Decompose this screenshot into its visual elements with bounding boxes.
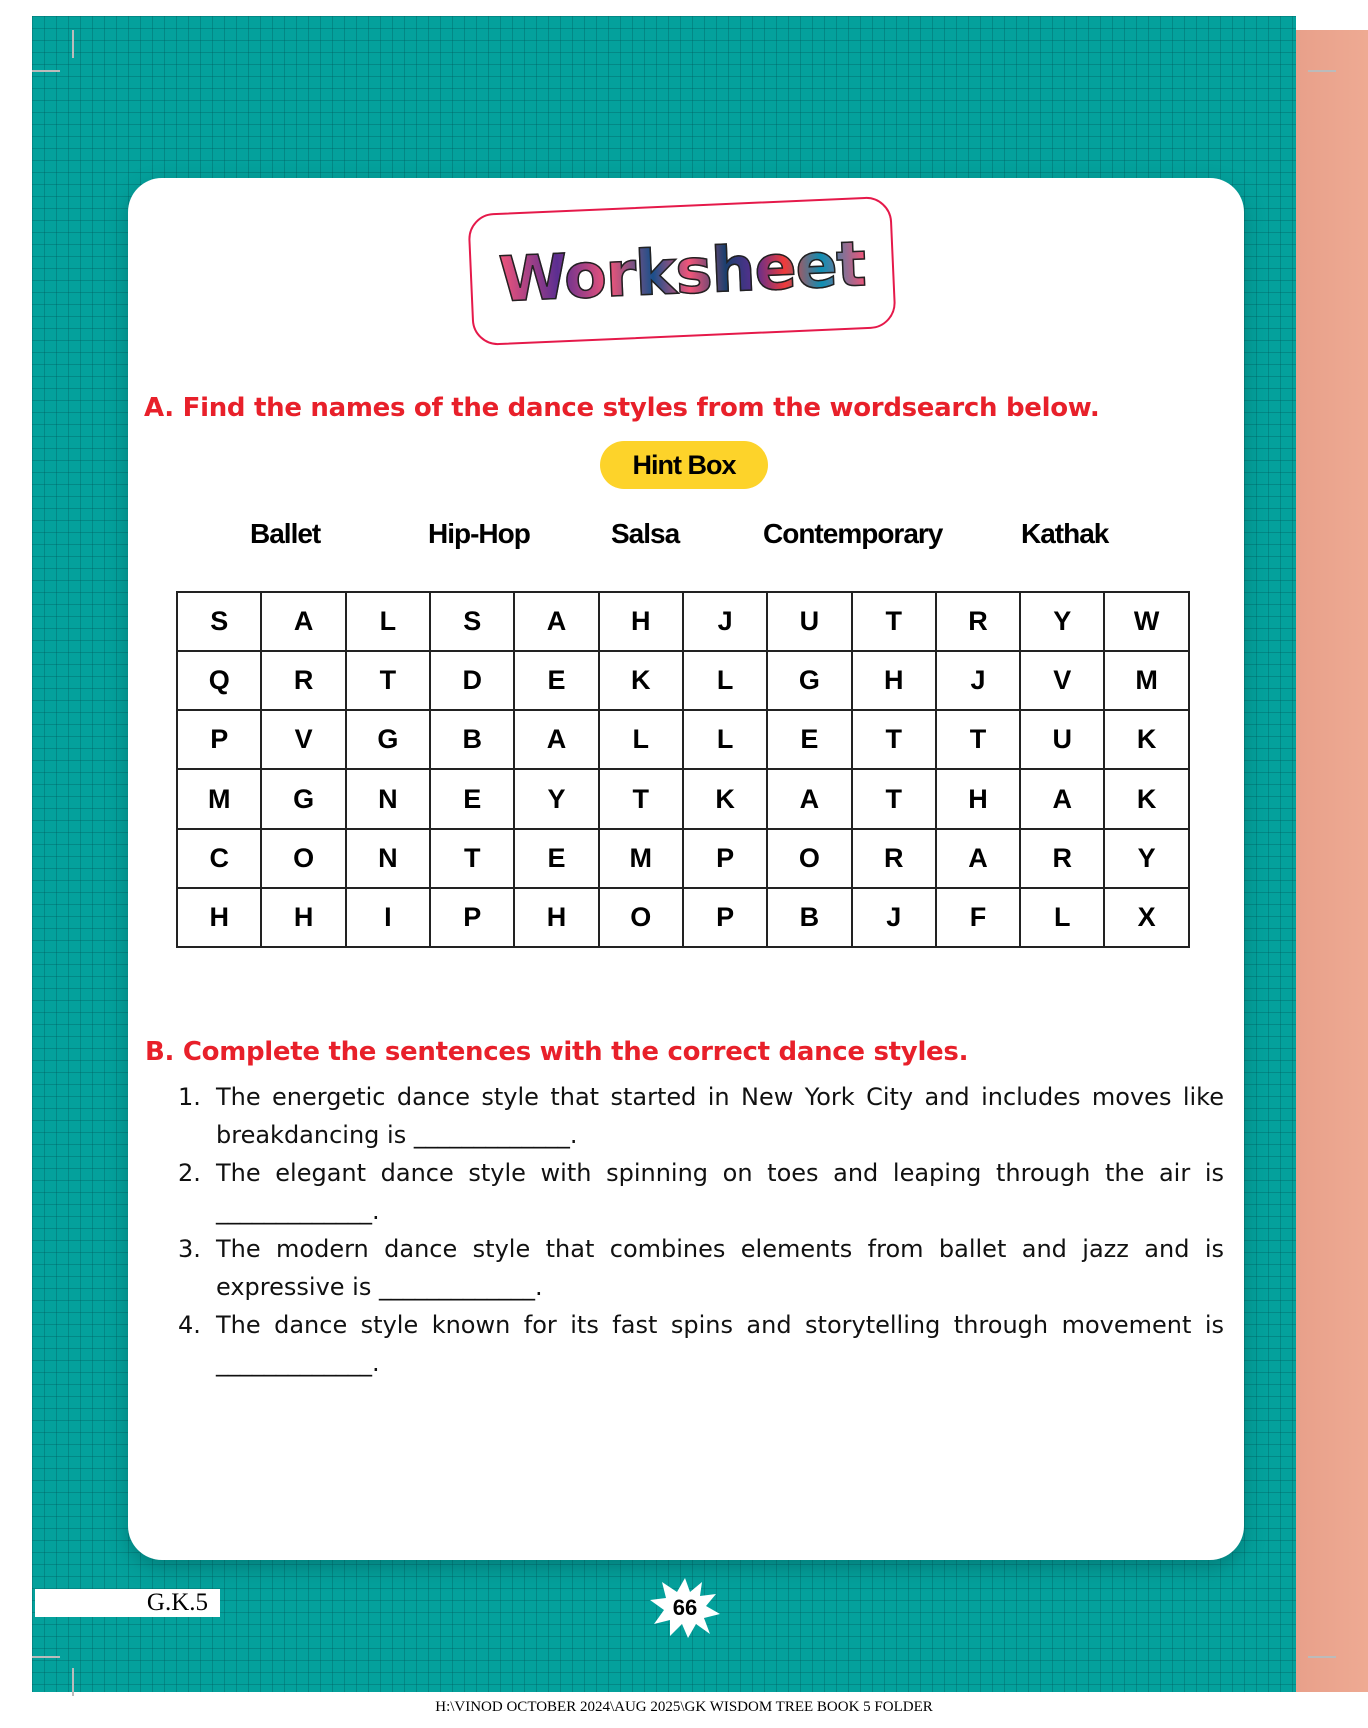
item-text: The modern dance style that combines elements from ballet and jazz and is expressive is _____________. [216, 1235, 1224, 1301]
grid-row [177, 769, 1189, 828]
grid-cell: L [599, 710, 683, 769]
grid-cell: H [261, 888, 345, 947]
grid-cell: Y [1104, 829, 1189, 888]
item-number: 3. [178, 1235, 201, 1263]
grid-cell: P [683, 829, 767, 888]
grid-cell: G [346, 710, 430, 769]
grid-cell: R [852, 829, 936, 888]
grid-cell: A [514, 710, 598, 769]
item-text: The dance style known for its fast spins and storytelling through movement is _____________. [216, 1311, 1224, 1377]
grid-cell: T [852, 710, 936, 769]
grid-cell: V [261, 710, 345, 769]
grid-cell: V [1020, 651, 1104, 710]
grid-cell: E [514, 829, 598, 888]
grid-cell: F [936, 888, 1020, 947]
grid-cell: C [177, 829, 261, 888]
item-number: 1. [178, 1083, 201, 1111]
grid-cell: A [767, 769, 851, 828]
grid-cell: N [346, 829, 430, 888]
crop-mark [72, 1668, 74, 1696]
grid-cell: M [1104, 651, 1189, 710]
grid-cell: E [514, 651, 598, 710]
grid-cell: R [261, 651, 345, 710]
sentence-list [178, 1078, 1224, 1382]
grid-cell: T [852, 592, 936, 651]
grid-cell: H [599, 592, 683, 651]
grid-cell: W [1104, 592, 1189, 651]
section-b-heading: B. Complete the sentences with the correct dance styles. [145, 1037, 969, 1067]
grid-cell: Q [177, 651, 261, 710]
crop-mark [1308, 70, 1336, 72]
grid-row [177, 710, 1189, 769]
hint-word: Salsa [611, 518, 680, 549]
grid-cell: J [683, 592, 767, 651]
grid-cell: A [261, 592, 345, 651]
grid-cell: H [852, 651, 936, 710]
grid-cell: M [177, 769, 261, 828]
grid-cell: T [599, 769, 683, 828]
grid-cell: H [936, 769, 1020, 828]
grid-cell: P [430, 888, 514, 947]
grid-cell: O [599, 888, 683, 947]
hint-box-label: Hint Box [600, 441, 768, 489]
grid-cell: O [261, 829, 345, 888]
grid-cell: G [261, 769, 345, 828]
section-a-heading: A. Find the names of the dance styles from the wordsearch below. [144, 393, 1100, 423]
grid-cell: J [936, 651, 1020, 710]
sentence-item [178, 1078, 1224, 1154]
grid-cell: A [936, 829, 1020, 888]
hint-word: Contemporary [763, 518, 943, 549]
grid-cell: L [346, 592, 430, 651]
worksheet-logo [467, 196, 896, 346]
grid-cell: Y [1020, 592, 1104, 651]
hint-word: Hip-Hop [428, 518, 530, 549]
grid-cell: U [767, 592, 851, 651]
grid-cell: K [599, 651, 683, 710]
grid-cell: T [936, 710, 1020, 769]
grid-cell: L [683, 651, 767, 710]
item-number: 2. [178, 1159, 201, 1187]
crop-mark [32, 1656, 60, 1658]
grid-cell: L [683, 710, 767, 769]
grid-cell: J [852, 888, 936, 947]
wordsearch-grid [176, 591, 1190, 948]
hint-word: Kathak [1021, 518, 1109, 549]
worksheet-title: Worksheet [497, 226, 867, 316]
grid-row [177, 651, 1189, 710]
sentence-item [178, 1306, 1224, 1382]
grid-cell: R [1020, 829, 1104, 888]
grid-cell: S [430, 592, 514, 651]
grid-cell: D [430, 651, 514, 710]
grid-cell: B [767, 888, 851, 947]
crop-mark [1308, 1656, 1336, 1658]
grid-cell: K [1104, 769, 1189, 828]
page-number-badge [650, 1578, 720, 1638]
grid-cell: U [1020, 710, 1104, 769]
grid-cell: T [430, 829, 514, 888]
grid-cell: E [430, 769, 514, 828]
grid-cell: H [514, 888, 598, 947]
grid-row [177, 829, 1189, 888]
grid-row [177, 592, 1189, 651]
sentence-item [178, 1230, 1224, 1306]
item-text: The energetic dance style that started in New York City and includes moves like breakdancing is _____________. [216, 1083, 1224, 1149]
grid-cell: G [767, 651, 851, 710]
grid-cell: R [936, 592, 1020, 651]
grid-cell: T [346, 651, 430, 710]
adjacent-page-edge [1296, 30, 1368, 1692]
file-path: H:\VINOD OCTOBER 2024\AUG 2025\GK WISDOM TREE BOOK 5 FOLDER [435, 1699, 933, 1715]
grid-cell: T [852, 769, 936, 828]
item-text: The elegant dance style with spinning on toes and leaping through the air is _____________. [216, 1159, 1224, 1225]
grid-cell: Y [514, 769, 598, 828]
grid-cell: A [514, 592, 598, 651]
grid-cell: P [177, 710, 261, 769]
item-number: 4. [178, 1311, 201, 1339]
grid-cell: M [599, 829, 683, 888]
grid-cell: N [346, 769, 430, 828]
grid-row [177, 888, 1189, 947]
sentence-item [178, 1154, 1224, 1230]
crop-mark [32, 70, 60, 72]
crop-mark [72, 30, 74, 58]
grid-cell: O [767, 829, 851, 888]
grid-cell: A [1020, 769, 1104, 828]
grid-cell: E [767, 710, 851, 769]
hint-word: Ballet [250, 518, 321, 549]
grid-cell: K [1104, 710, 1189, 769]
grid-cell: P [683, 888, 767, 947]
book-label: G.K.5 [35, 1589, 220, 1617]
grid-cell: H [177, 888, 261, 947]
grid-cell: L [1020, 888, 1104, 947]
grid-cell: X [1104, 888, 1189, 947]
page-number: 66 [672, 1595, 698, 1620]
grid-cell: K [683, 769, 767, 828]
grid-cell: B [430, 710, 514, 769]
grid-cell: I [346, 888, 430, 947]
grid-cell: S [177, 592, 261, 651]
